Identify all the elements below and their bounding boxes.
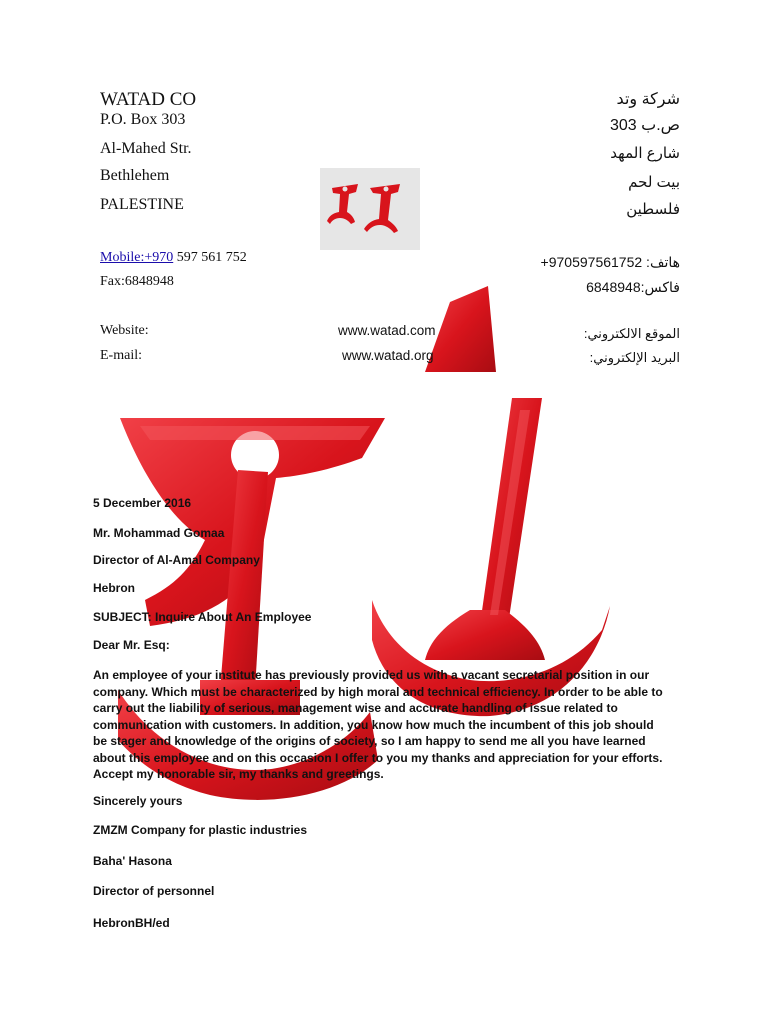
letter-body bbox=[93, 667, 673, 783]
mobile-row bbox=[100, 250, 247, 266]
salutation: Dear Mr. Esq: bbox=[93, 638, 170, 652]
mobile-link[interactable]: Mobile:+970 bbox=[100, 250, 174, 265]
city: Bethlehem bbox=[100, 167, 170, 184]
body-line: carry out the liability of serious, management wise and accurate handling of issue related to bbox=[93, 701, 618, 715]
company-name: WATAD CO bbox=[100, 89, 197, 110]
arabic-country: فلسطين bbox=[626, 201, 680, 218]
reference-code: HebronBH/ed bbox=[93, 916, 170, 930]
company-logo bbox=[320, 168, 420, 250]
sender-company: ZMZM Company for plastic industries bbox=[93, 823, 308, 837]
arabic-email-label: البريد الإلكتروني: bbox=[589, 350, 680, 365]
country: PALESTINE bbox=[100, 196, 184, 213]
arabic-po-box: ص.ب 303 bbox=[610, 117, 680, 134]
body-line: company. Which must be characterized by high moral and technical efficiency. In order to be able to bbox=[93, 684, 663, 699]
mobile-number: 597 561 752 bbox=[173, 250, 247, 265]
body-line: be stager and knowledge of the origins of society, so I am happy to send me all you have learned bbox=[93, 734, 646, 748]
po-box: P.O. Box 303 bbox=[100, 111, 186, 128]
arabic-phone: هاتف: 970597561752+ bbox=[540, 254, 680, 270]
email-value: www.watad.org bbox=[342, 348, 434, 363]
letter-date: 5 December 2016 bbox=[93, 496, 192, 510]
recipient-name: Mr. Mohammad Gomaa bbox=[93, 526, 225, 540]
body-line: An employee of your institute has previously provided us with a vacant secretarial position in our bbox=[93, 668, 650, 682]
fax-number: Fax:6848948 bbox=[100, 274, 174, 289]
recipient-city: Hebron bbox=[93, 581, 135, 595]
arabic-street: شارع المهد bbox=[610, 145, 680, 162]
arabic-fax: فاكس:6848948 bbox=[586, 279, 680, 295]
arabic-company-name: شركة وتد bbox=[616, 91, 680, 108]
body-line: about this employee and on this occasion I offer to you my thanks and appreciation for your efforts. bbox=[93, 750, 663, 765]
website-value: www.watad.com bbox=[338, 323, 436, 338]
sender-name: Baha' Hasona bbox=[93, 854, 172, 868]
arabic-city: بيت لحم bbox=[628, 174, 680, 191]
website-label: Website: bbox=[100, 323, 149, 338]
two-red-anchors-icon bbox=[320, 168, 420, 250]
letter-subject: SUBJECT: Inquire About An Employee bbox=[93, 610, 312, 624]
body-line: Accept my honorable sir, my thanks and greetings. bbox=[93, 767, 384, 781]
street-address: Al-Mahed Str. bbox=[100, 140, 192, 157]
email-label: E-mail: bbox=[100, 348, 142, 363]
arabic-website-label: الموقع الالكتروني: bbox=[583, 326, 680, 341]
closing: Sincerely yours bbox=[93, 794, 183, 808]
recipient-title: Director of Al-Amal Company bbox=[93, 553, 260, 567]
body-line: communication with customers. In addition, you know how much the incumbent of this job should bbox=[93, 717, 654, 732]
sender-title: Director of personnel bbox=[93, 884, 215, 898]
